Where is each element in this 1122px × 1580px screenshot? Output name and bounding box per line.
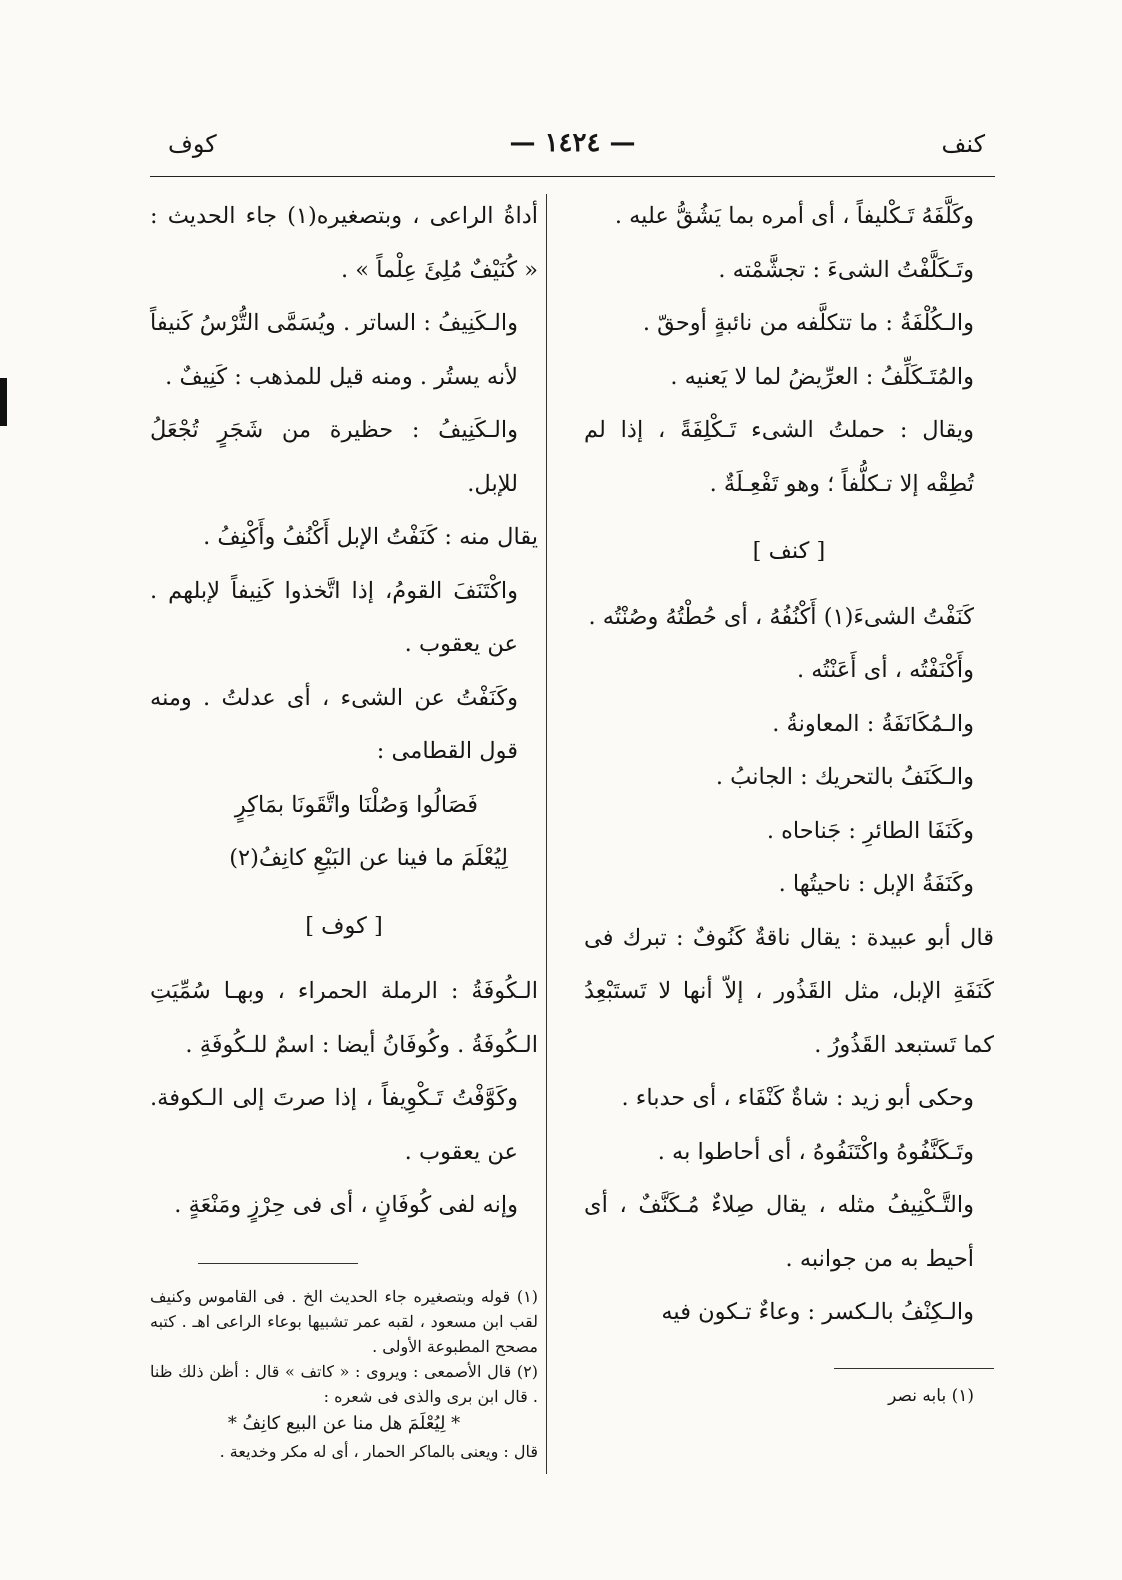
page-header [150,126,995,166]
footnote: قال : ويعنى بالماكر الحمار ، أى له مكر وخديعة . [219,1441,538,1461]
text-line: والـكَنِيفُ : الساتر . ويُسَمَّى التُّرْسُ كَنيفاً لأنه يستُر . ومنه قيل للمذهب : كَنِيفٌ . [150,310,518,390]
text-line: والمُتَـكَلِّفُ : العرِّيضُ لما لا يَعنيه . [670,363,974,390]
footnote-rule [198,1263,358,1264]
text-line: والـكَنِيفُ : حظيرة من شَجَرٍ تُجْعَلُ للإبل. [150,417,518,497]
footnote: (٢) قال الأصمعى : ويروى : « كاتف » قال : أظن ذلك ظنا . قال ابن برى والذى فى شعره : [150,1361,538,1406]
entry-heading-kanaf: [ كنف ] [752,538,826,564]
text-line: يقال منه : كَنَفْتُ الإبل أَكْنُفُ وأَكْنِفُ . [203,524,538,550]
text-line: وكَلَّفَهُ تَـكْليفاً ، أى أمره بما يَشُقُّ عليه . [614,203,974,229]
text-line: والـكُلْفَةُ : ما تتكلَّفه من نائبةٍ أوحقّ . [642,310,974,336]
text-line: ويقال : حملتُ الشىء تَـكْلِفَةً ، إذا لم تُطِقْه إلا تـكلُّفاً ؛ وهو تَفْعِـلَةٌ . [584,417,974,497]
text-line: وكَنَفَا الطائرِ : جَناحاه . [766,817,974,844]
headword-right: كنف [941,130,985,158]
headword-left: كوف [168,130,217,158]
text-line: وتَـكَنَّفُوهُ واكْتَنَفُوهُ ، أى أحاطوا به . [657,1138,974,1165]
footnote-verse: * لِيُعْلَمَ هل منا عن البيع كانِفُ * [227,1412,461,1434]
text-line: الـكُوفَةُ : الرملة الحمراء ، وبهـا سُمِّيَتِ الـكُوفَةُ . وكُوفَانُ أيضا : اسمٌ للـكُوفَةِ . [150,978,538,1058]
text-line: كَنَفْتُ الشىءَ(١) أَكْنُفُهُ ، أى حُطْتُهُ وصُنْتُه . [588,603,974,630]
text-line: وكَنَفْتُ عن الشىء ، أى عدلتُ . ومنه قول القطامى : [150,684,518,764]
entry-heading-kuf: [ كوف ] [305,912,383,939]
text-line: وأَكْنَفْتُه ، أى أَعَنْتُه . [796,657,974,683]
column-divider [546,194,547,1474]
text-line: وتَـكَلَّفْتُ الشىءَ : تجشَّمْته . [718,256,974,283]
text-line: والـمُكَانَفَةُ : المعاونةُ . [772,710,974,737]
text-line: وكَوَّفْتُ تَـكْوِيفاً ، إذا صرتَ إلى الـكوفة. عن يعقوب . [150,1085,518,1165]
text-line: وإنه لفى كُوفَانٍ ، أى فى حِرْزٍ ومَنْعَةٍ . [174,1192,518,1218]
text-line: قال أبو عبيدة : يقال ناقةٌ كَنُوفٌ : تبرك فى كَنَفَةِ الإبل، مثل القَذُور ، إلاّ أنها لا تَستَبْعِدُ كما تَستبعد القَذُورُ . [584,924,994,1058]
verse-line: لِيُعْلَمَ ما فينا عن البَيْعِ كانِفُ(٢) [229,845,508,871]
text-line: وكَنَفَةُ الإبل : ناحيتُها . [778,871,974,897]
text-line: أداةُ الراعى ، وبتصغيره(١) جاء الحديث : « كُنَيْفٌ مُلِئَ عِلْماً » . [150,203,538,283]
left-column [150,190,538,1464]
footnote: (١) قوله وبتصغيره جاء الحديث الخ . فى القاموس وكنيف لقب ابن مسعود ، لقبه عمر تشبيها بوعاء الراعى اهـ . كتبه مصحح المطبوعة الأولى . [150,1286,538,1356]
footnote: (١) بابه نصر [888,1385,974,1406]
text-line: والـكِنْفُ بالـكسر : وعاءٌ تـكون فيه [661,1299,974,1325]
text-line: والتَّـكْنِيفُ مثله ، يقال صِلاءٌ مُـكَنَّفٌ ، أى أحيط به من جوانبه . [584,1192,974,1272]
text-line: وحكى أبو زيد : شاةٌ كَنْفَاء ، أى حدباء . [621,1085,974,1111]
right-column [584,190,994,1409]
page-edge-mark [0,378,7,426]
header-rule [150,176,995,177]
footnote-rule [834,1368,994,1369]
page-number: — ١٤٢٤ — [509,128,636,158]
text-line: واكْتَنَفَ القومُ، إذا اتَّخذوا كَنِيفاً لإبلهم . عن يعقوب . [150,577,518,657]
text-line: والـكَنَفُ بالتحريك : الجانبُ . [715,764,974,790]
verse-line: فَصَالُوا وَصُلْنَا واتَّقَونَا بمَاكِرٍ [234,791,478,818]
